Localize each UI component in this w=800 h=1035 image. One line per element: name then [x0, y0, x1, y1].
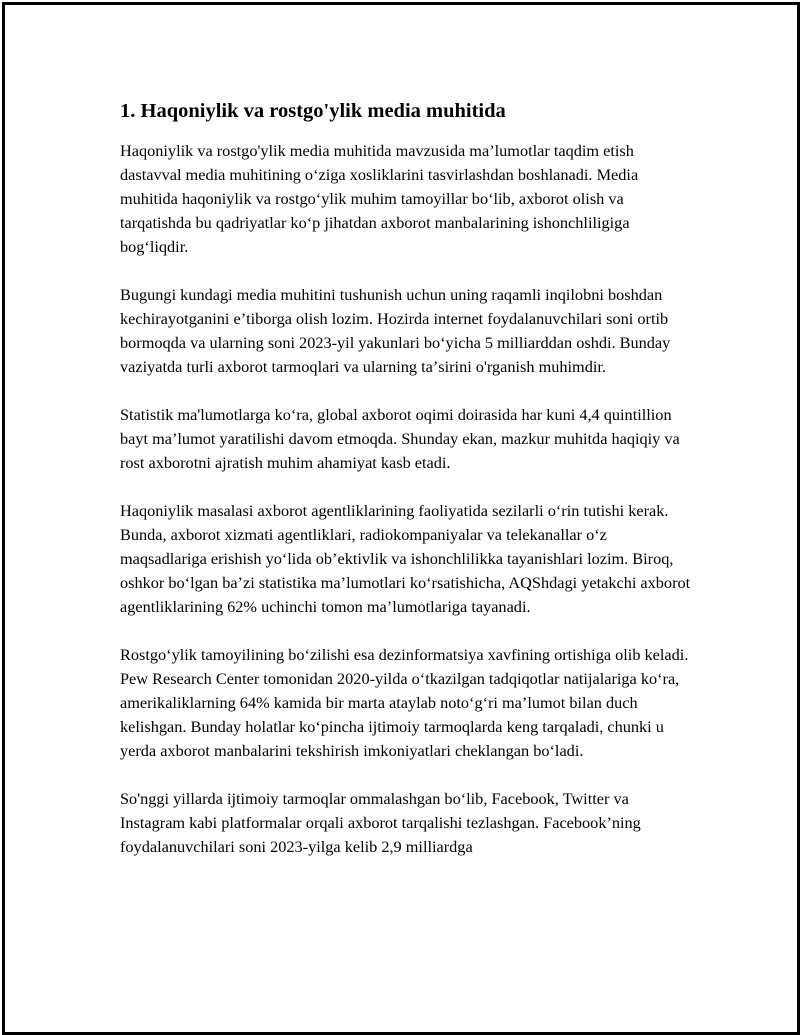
paragraph-disinformation: Rostgoʻylik tamoyilining boʻzilishi esa dezinformatsiya xavfining ortishiga olib keladi. Pew Research Center tomonidan 2020-yilda oʻtkazilgan tadqiqotlar natijalariga koʻra, amerikaliklarning 64% kamida bir marta ataylab notoʻgʻri maʼlumot bilan duch kelishgan. Bunday holatlar koʻpincha ijtimoiy tarmoqlarda keng tarqaladi, chunki u yerda axborot manbalarini tekshirish imkoniyatlari cheklangan boʻladi. — [120, 645, 689, 760]
paragraph-digital-revolution: Bugungi kundagi media muhitini tushunish uchun uning raqamli inqilobni boshdan kechirayotganini eʼtiborga olish lozim. Hozirda internet foydalanuvchilari soni ortib bormoqda va ularning soni 2023-yil yakunlari boʻyicha 5 milliarddan oshdi. Bunday vaziyatda turli axborot tarmoqlari va ularning taʼsirini o'rganish muhimdir. — [120, 285, 671, 376]
page-frame — [2, 2, 800, 1035]
paragraph-news-agencies: Haqoniylik masalasi axborot agentliklarining faoliyatida sezilarli oʻrin tutishi kerak. Bunda, axborot xizmati agentliklari, radiokompaniyalar va telekanallar oʻz maqsadlariga erishish yoʻlida obʼektivlik va ishonchlilikka tayanishlari lozim. Biroq, oshkor boʻlgan baʼzi statistika maʼlumotlari koʻrsatishicha, AQShdagi yetakchi axborot agentliklarining 62% uchinchi tomon maʼlumotlariga tayanadi. — [120, 501, 691, 616]
paragraph-statistics: Statistik ma'lumotlarga koʻra, global axborot oqimi doirasida har kuni 4,4 quintillion bayt maʼlumot yaratilishi davom etmoqda. Shunday ekan, mazkur muhitda haqiqiy va rost axborotni ajratish muhim ahamiyat kasb etadi. — [120, 405, 680, 472]
paragraph-intro: Haqoniylik va rostgo'ylik media muhitida mavzusida maʼlumotlar taqdim etish dastavval media muhitining oʻziga xosliklarini tasvirlashdan boshlanadi. Media muhitida haqoniylik va rostgoʻylik muhim tamoyillar boʻlib, axborot olish va tarqatishda bu qadriyatlar koʻp jihatdan axborot manbalarining ishonchliligiga bogʻliqdir. — [120, 141, 639, 256]
section-heading: 1. Haqoniylik va rostgo'ylik media muhitida — [120, 100, 506, 122]
paragraph-social-networks: So'nggi yillarda ijtimoiy tarmoqlar ommalashgan boʻlib, Facebook, Twitter va Instagram kabi platformalar orqali axborot tarqalishi tezlashgan. Facebook’ning foydalanuvchilari soni 2023-yilga kelib 2,9 milliardga — [120, 789, 641, 856]
document-body — [120, 97, 695, 883]
